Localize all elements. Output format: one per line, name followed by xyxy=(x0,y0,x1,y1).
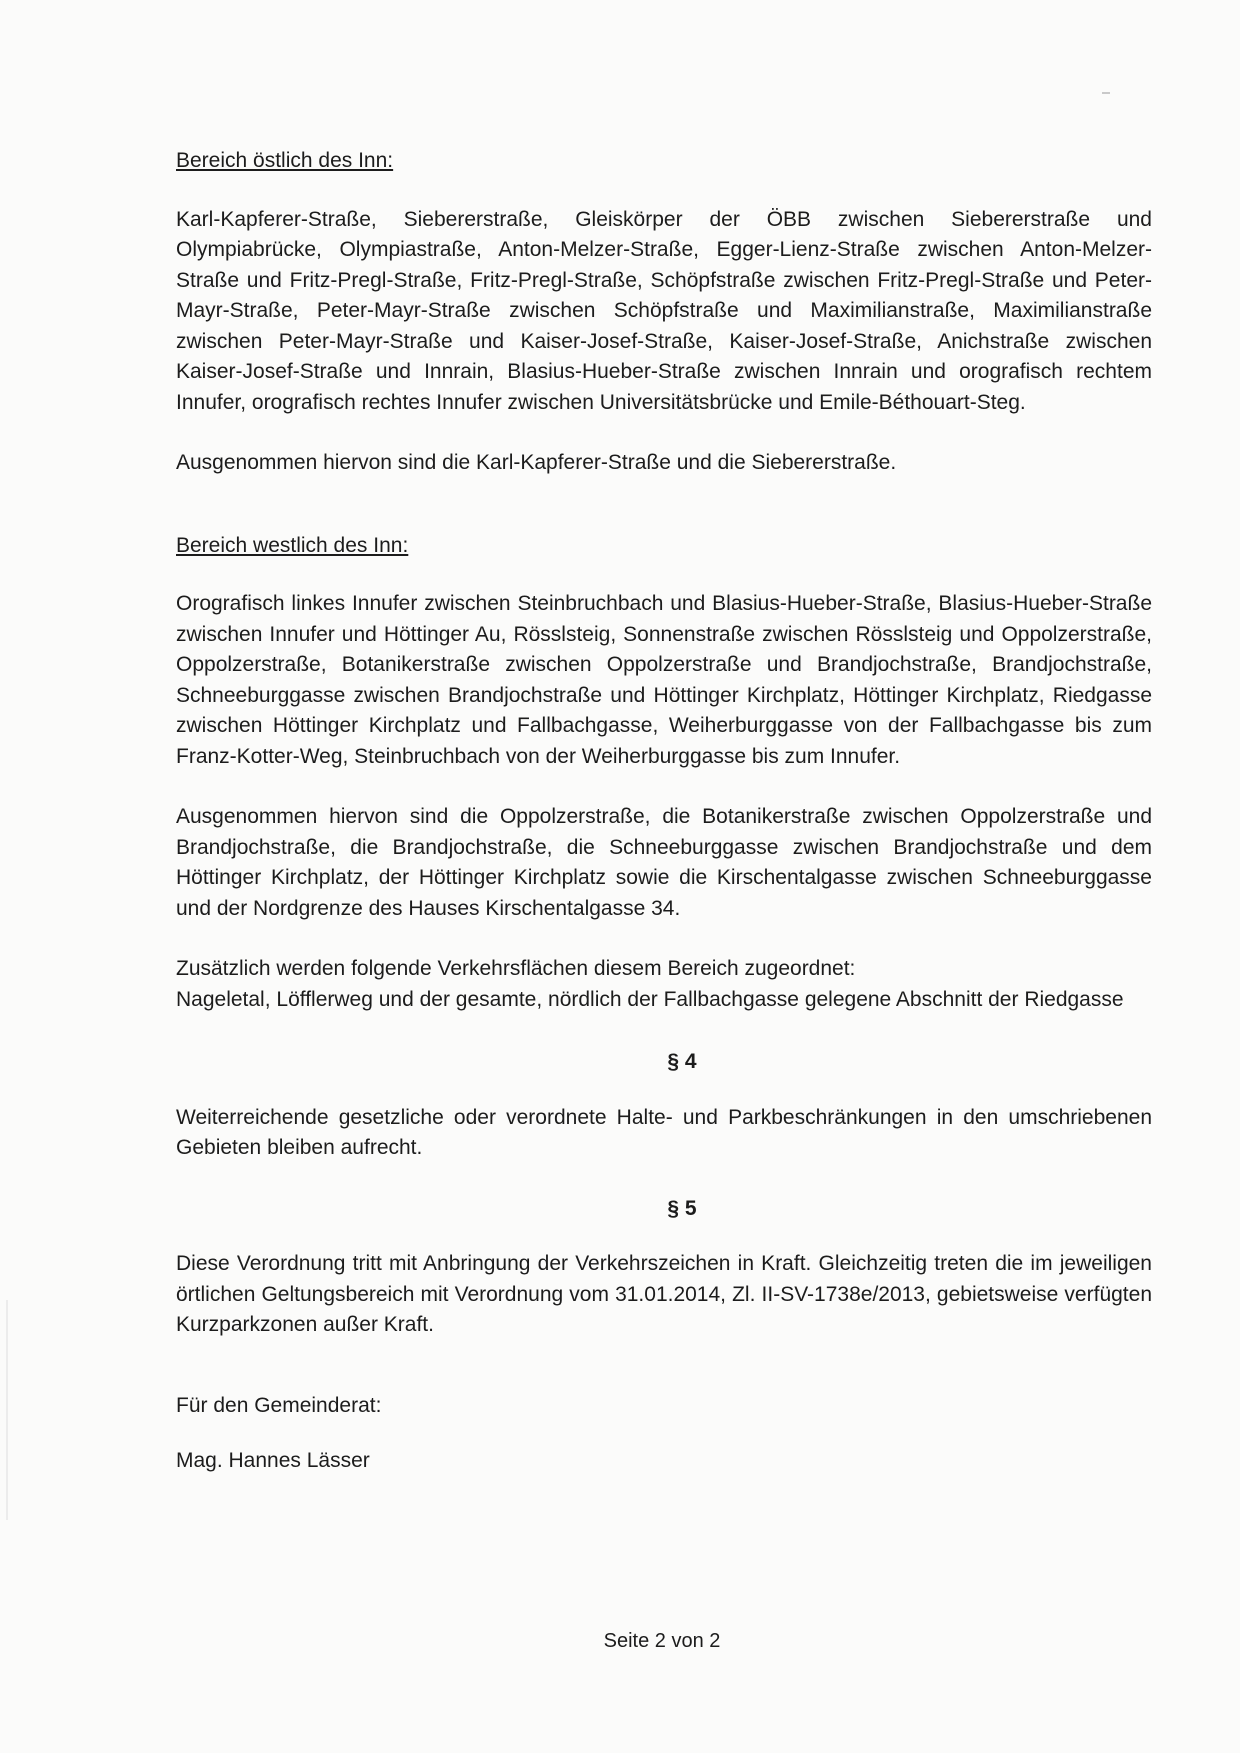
signature-name: Mag. Hannes Lässer xyxy=(176,1449,370,1472)
section-5-text: Diese Verordnung tritt mit Anbringung der Verkehrszeichen in Kraft. Gleichzeitig treten die im jeweiligen örtlichen Geltungsbereich mit Verordnung vom 31.01.2014, Zl. II-SV-1738e/2013, gebietsweise verfügten Kurzparkzonen außer Kraft. xyxy=(176,1252,1152,1336)
section-4-text: Weiterreichende gesetzliche oder verordnete Halte- und Parkbeschränkungen in den umschriebenen Gebieten bleiben aufrecht. xyxy=(176,1105,1152,1159)
west-area-exception: Ausgenommen hiervon sind die Oppolzerstraße, die Botanikerstraße zwischen Oppolzerstraße und Brandjochstraße, die Brandjochstraße, die Schneeburggasse zwischen Brandjochstraße und dem Höttinger Kirchplatz, der Höttinger Kirchplatz sowie die Kirschentalgasse zwischen Schneeburggasse und der Nordgrenze des Hauses Kirschentalgasse 34. xyxy=(176,805,1152,920)
east-area-streets: Karl-Kapferer-Straße, Siebererstraße, Gleiskörper der ÖBB zwischen Siebererstraße und Olympiabrücke, Olympiastraße, Anton-Melzer-Straße, Egger-Lienz-Straße zwischen Anton-Melzer-Straße und Fritz-Pregl-Straße, Fritz-Pregl-Straße, Schöpfstraße zwischen Fritz-Pregl-Straße und Peter-Mayr-Straße, Peter-Mayr-Straße zwischen Schöpfstraße und Maximilianstraße, Maximilianstraße zwischen Peter-Mayr-Straße und Kaiser-Josef-Straße, Kaiser-Josef-Straße, Anichstraße zwischen Kaiser-Josef-Straße und Innrain, Blasius-Hueber-Straße zwischen Innrain und orografisch rechtem Innufer, orografisch rechtes Innufer zwischen Universitätsbrücke und Emile-Béthouart-Steg. xyxy=(176,207,1152,414)
section-4-mark: § 4 xyxy=(667,1050,697,1073)
west-area-additional-streets: Nageletal, Löfflerweg und der gesamte, nördlich der Fallbachgasse gelegene Abschnitt der Riedgasse xyxy=(176,987,1124,1011)
scan-edge-shade xyxy=(6,1300,8,1520)
east-area-heading: Bereich östlich des Inn: xyxy=(176,149,394,172)
section-5-mark: § 5 xyxy=(667,1196,697,1220)
east-area-exception: Ausgenommen hiervon sind die Karl-Kapferer-Straße und die Siebererstraße. xyxy=(176,451,897,474)
signature-for-label: Für den Gemeinderat: xyxy=(176,1393,382,1417)
west-area-streets: Orografisch linkes Innufer zwischen Steinbruchbach und Blasius-Hueber-Straße, Blasius-Hueber-Straße zwischen Innufer und Höttinger Au, Rösslsteig, Sonnenstraße zwischen Rösslsteig und Oppolzerstraße, Oppolzerstraße, Botanikerstraße zwischen Oppolzerstraße und Brandjochstraße, Brandjochstraße, Schneeburggasse zwischen Brandjochstraße und Höttinger Kirchplatz, Höttinger Kirchplatz, Riedgasse zwischen Höttinger Kirchplatz und Fallbachgasse, Weiherburggasse von der Fallbachgasse bis zum Franz-Kotter-Weg, Steinbruchbach von der Weiherburggasse bis zum Innufer. xyxy=(176,592,1152,768)
document-body xyxy=(176,146,1152,1477)
west-area-additional-intro: Zusätzlich werden folgende Verkehrsflächen diesem Bereich zugeordnet: xyxy=(176,957,856,980)
page-number: Seite 2 von 2 xyxy=(603,1630,721,1652)
west-area-heading: Bereich westlich des Inn: xyxy=(176,533,409,557)
scan-speck xyxy=(1102,92,1110,94)
